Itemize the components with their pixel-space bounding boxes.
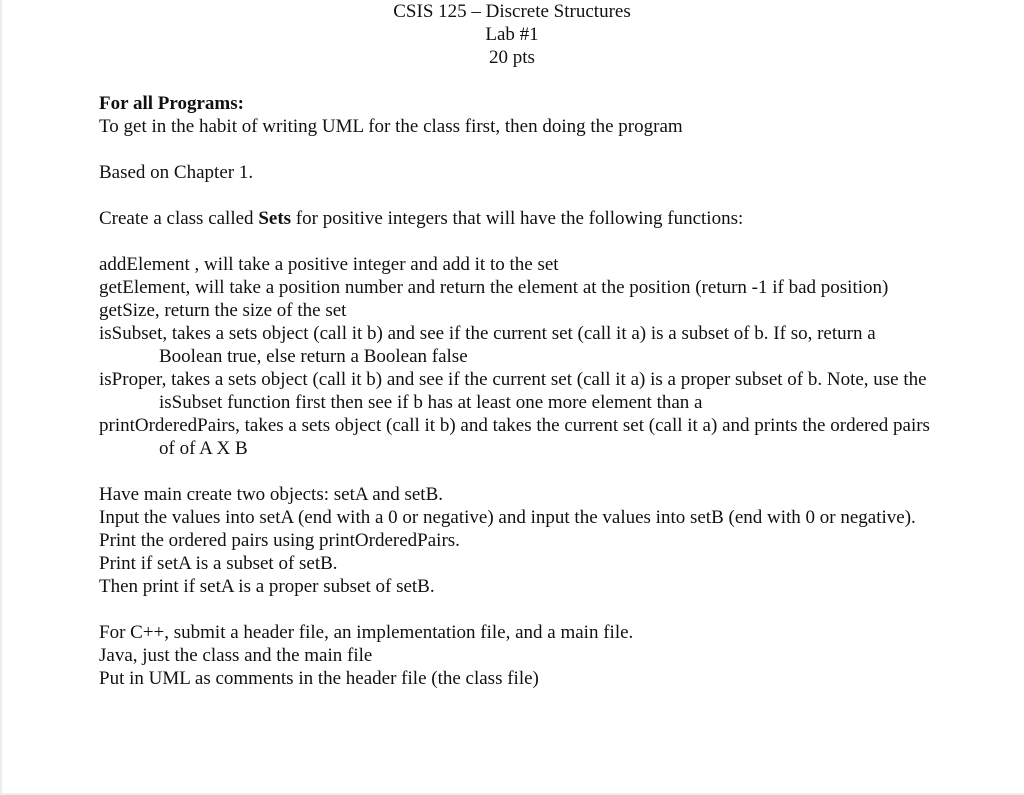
- page-edge-left: [0, 0, 2, 795]
- function-item: addElement , will take a positive integer and add it to the set: [99, 254, 559, 275]
- points-label: 20 pts: [489, 47, 535, 68]
- create-suffix: for positive integers that will have the following functions:: [291, 208, 744, 229]
- chapter-line: Based on Chapter 1.: [99, 162, 254, 183]
- submission-line: For C++, submit a header file, an implementation file, and a main file.: [99, 622, 634, 643]
- function-item: getElement, will take a position number and return the element at the position (return -1 if bad position): [99, 277, 889, 298]
- lab-title: Lab #1: [485, 24, 539, 45]
- function-item: isSubset, takes a sets object (call it b) and see if the current set (call it a) is a subset of b. If so, return a Boolean true, else return a Boolean false: [99, 323, 876, 367]
- submission-line: Put in UML as comments in the header file (the class file): [99, 668, 539, 689]
- main-instruction-line: Print if setA is a subset of setB.: [99, 553, 338, 574]
- submission-line: Java, just the class and the main file: [99, 645, 373, 666]
- main-instruction-line: Input the values into setA (end with a 0 or negative) and input the values into setB (end with 0 or negative).: [99, 507, 916, 528]
- document-body: [99, 92, 939, 690]
- all-programs-heading: For all Programs:: [99, 93, 244, 114]
- document-header: [0, 0, 1024, 69]
- function-item: getSize, return the size of the set: [99, 300, 347, 321]
- course-title: CSIS 125 – Discrete Structures: [393, 1, 631, 22]
- create-prefix: Create a class called: [99, 208, 259, 229]
- function-item: isProper, takes a sets object (call it b) and see if the current set (call it a) is a proper subset of b. Note, use the isSubset function first then see if b has at least one more element than a: [99, 369, 927, 413]
- class-name: Sets: [258, 208, 292, 229]
- main-instruction-line: Then print if setA is a proper subset of setB.: [99, 576, 435, 597]
- main-instructions: [99, 483, 939, 598]
- submission-instructions: [99, 621, 939, 690]
- function-list: [99, 253, 939, 460]
- function-item: printOrderedPairs, takes a sets object (call it b) and takes the current set (call it a) and prints the ordered pairs of of A X B: [99, 415, 930, 459]
- main-instruction-line: Have main create two objects: setA and setB.: [99, 484, 444, 505]
- intro-line: To get in the habit of writing UML for the class first, then doing the program: [99, 116, 683, 137]
- create-class-line: [99, 207, 939, 230]
- main-instruction-line: Print the ordered pairs using printOrderedPairs.: [99, 530, 460, 551]
